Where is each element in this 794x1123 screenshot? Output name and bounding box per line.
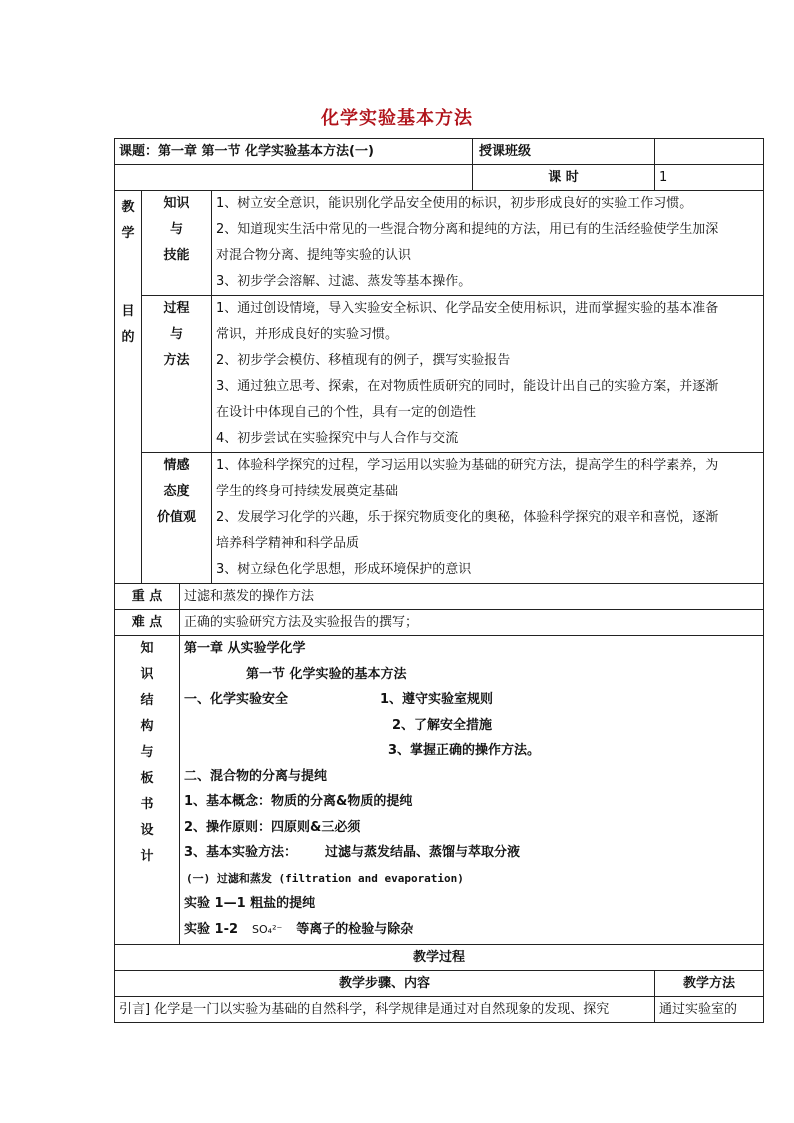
key-point-value: 过滤和蒸发的操作方法 <box>180 584 764 610</box>
col-steps-header: 教学步骤、内容 <box>115 971 655 997</box>
emotion-content: 1、体验科学探究的过程，学习运用以实验为基础的研究方法，提高学生的科学素养，为 学生的终身可持续发展奠定基础 2、发展学习化学的兴趣，乐于探究物质变化的奥秘，体验科学探究的艰辛和喜悦，逐渐 培养科学精神和科学品质 3、树立绿色化学思想，形成环境保护的意识 <box>212 453 764 584</box>
board-exp1: 实验 1—1 粗盐的提纯 <box>184 896 316 911</box>
board-part2: 二、混合物的分离与提纯 <box>184 768 328 784</box>
hours-label: 课 时 <box>473 165 655 191</box>
knowledge-label: 知识 与 技能 <box>142 191 212 296</box>
board-part1: 一、化学实验安全 1、遵守实验室规则 <box>184 692 494 707</box>
board-chapter: 第一章 从实验学化学 <box>184 641 306 656</box>
board-exp2: 实验 1-2 SO₄²⁻ 等离子的检验与除杂 <box>184 921 414 937</box>
goals-group-label: 教 学 目 的 <box>115 191 142 584</box>
difficulty-label: 难 点 <box>115 610 180 636</box>
lesson-plan-table <box>114 138 764 1023</box>
process-label: 过程 与 方法 <box>142 296 212 453</box>
topic-cell: 课题：第一章 第一节 化学实验基本方法(一) <box>115 139 473 165</box>
difficulty-value: 正确的实验研究方法及实验报告的撰写； <box>180 610 764 636</box>
board-content <box>180 636 764 945</box>
process-row-1-method: 通过实验室的 <box>655 997 764 1023</box>
knowledge-content: 1、树立安全意识，能识别化学品安全使用的标识，初步形成良好的实验工作习惯。 2、知道现实生活中常见的一些混合物分离和提纯的方法，用已有的生活经验使学生加深 对混合物分离、提纯等实验的认识 3、初步学会溶解、过滤、蒸发等基本操作。 <box>212 191 764 296</box>
key-point-label: 重 点 <box>115 584 180 610</box>
board-part1-item3: 3、掌握正确的操作方法。 <box>388 743 541 758</box>
col-method-header: 教学方法 <box>655 971 764 997</box>
board-section: 第一节 化学实验的基本方法 <box>246 666 407 682</box>
board-part1-item2: 2、了解安全措施 <box>392 717 493 733</box>
board-label: 知 识 结 构 与 板 书 设 计 <box>115 636 180 945</box>
topic-spacer <box>115 165 473 191</box>
class-label: 授课班级 <box>473 139 655 165</box>
board-p2-3: 3、基本实验方法： 过滤与蒸发结晶、蒸馏与萃取分液 <box>184 845 521 860</box>
emotion-label: 情感 态度 价值观 <box>142 453 212 584</box>
process-content: 1、通过创设情境，导入实验安全标识、化学品安全使用标识，进而掌握实验的基本准备 常识，并形成良好的实验习惯。 2、初步学会模仿、移植现有的例子，撰写实验报告 3、通过独立思考、探索，在对物质性质研究的同时，能设计出自己的实验方案，并逐渐 在设计中体现自己的个性，具有一定的创造性 4、初步尝试在实验探究中与人合作与交流 <box>212 296 764 453</box>
board-p2-2: 2、操作原则：四原则&三必须 <box>184 819 361 835</box>
hours-value: 1 <box>655 165 764 191</box>
board-p2-sub: (一) 过滤和蒸发 (filtration and evaporation) <box>186 871 464 885</box>
process-row-1-content: 引言] 化学是一门以实验为基础的自然科学，科学规律是通过对自然现象的发现、探究 <box>115 997 655 1023</box>
board-p2-1: 1、基本概念：物质的分离&物质的提纯 <box>184 794 413 809</box>
process-section-title: 教学过程 <box>115 945 764 971</box>
document-title: 化学实验基本方法 <box>321 108 473 129</box>
class-value <box>655 139 764 165</box>
